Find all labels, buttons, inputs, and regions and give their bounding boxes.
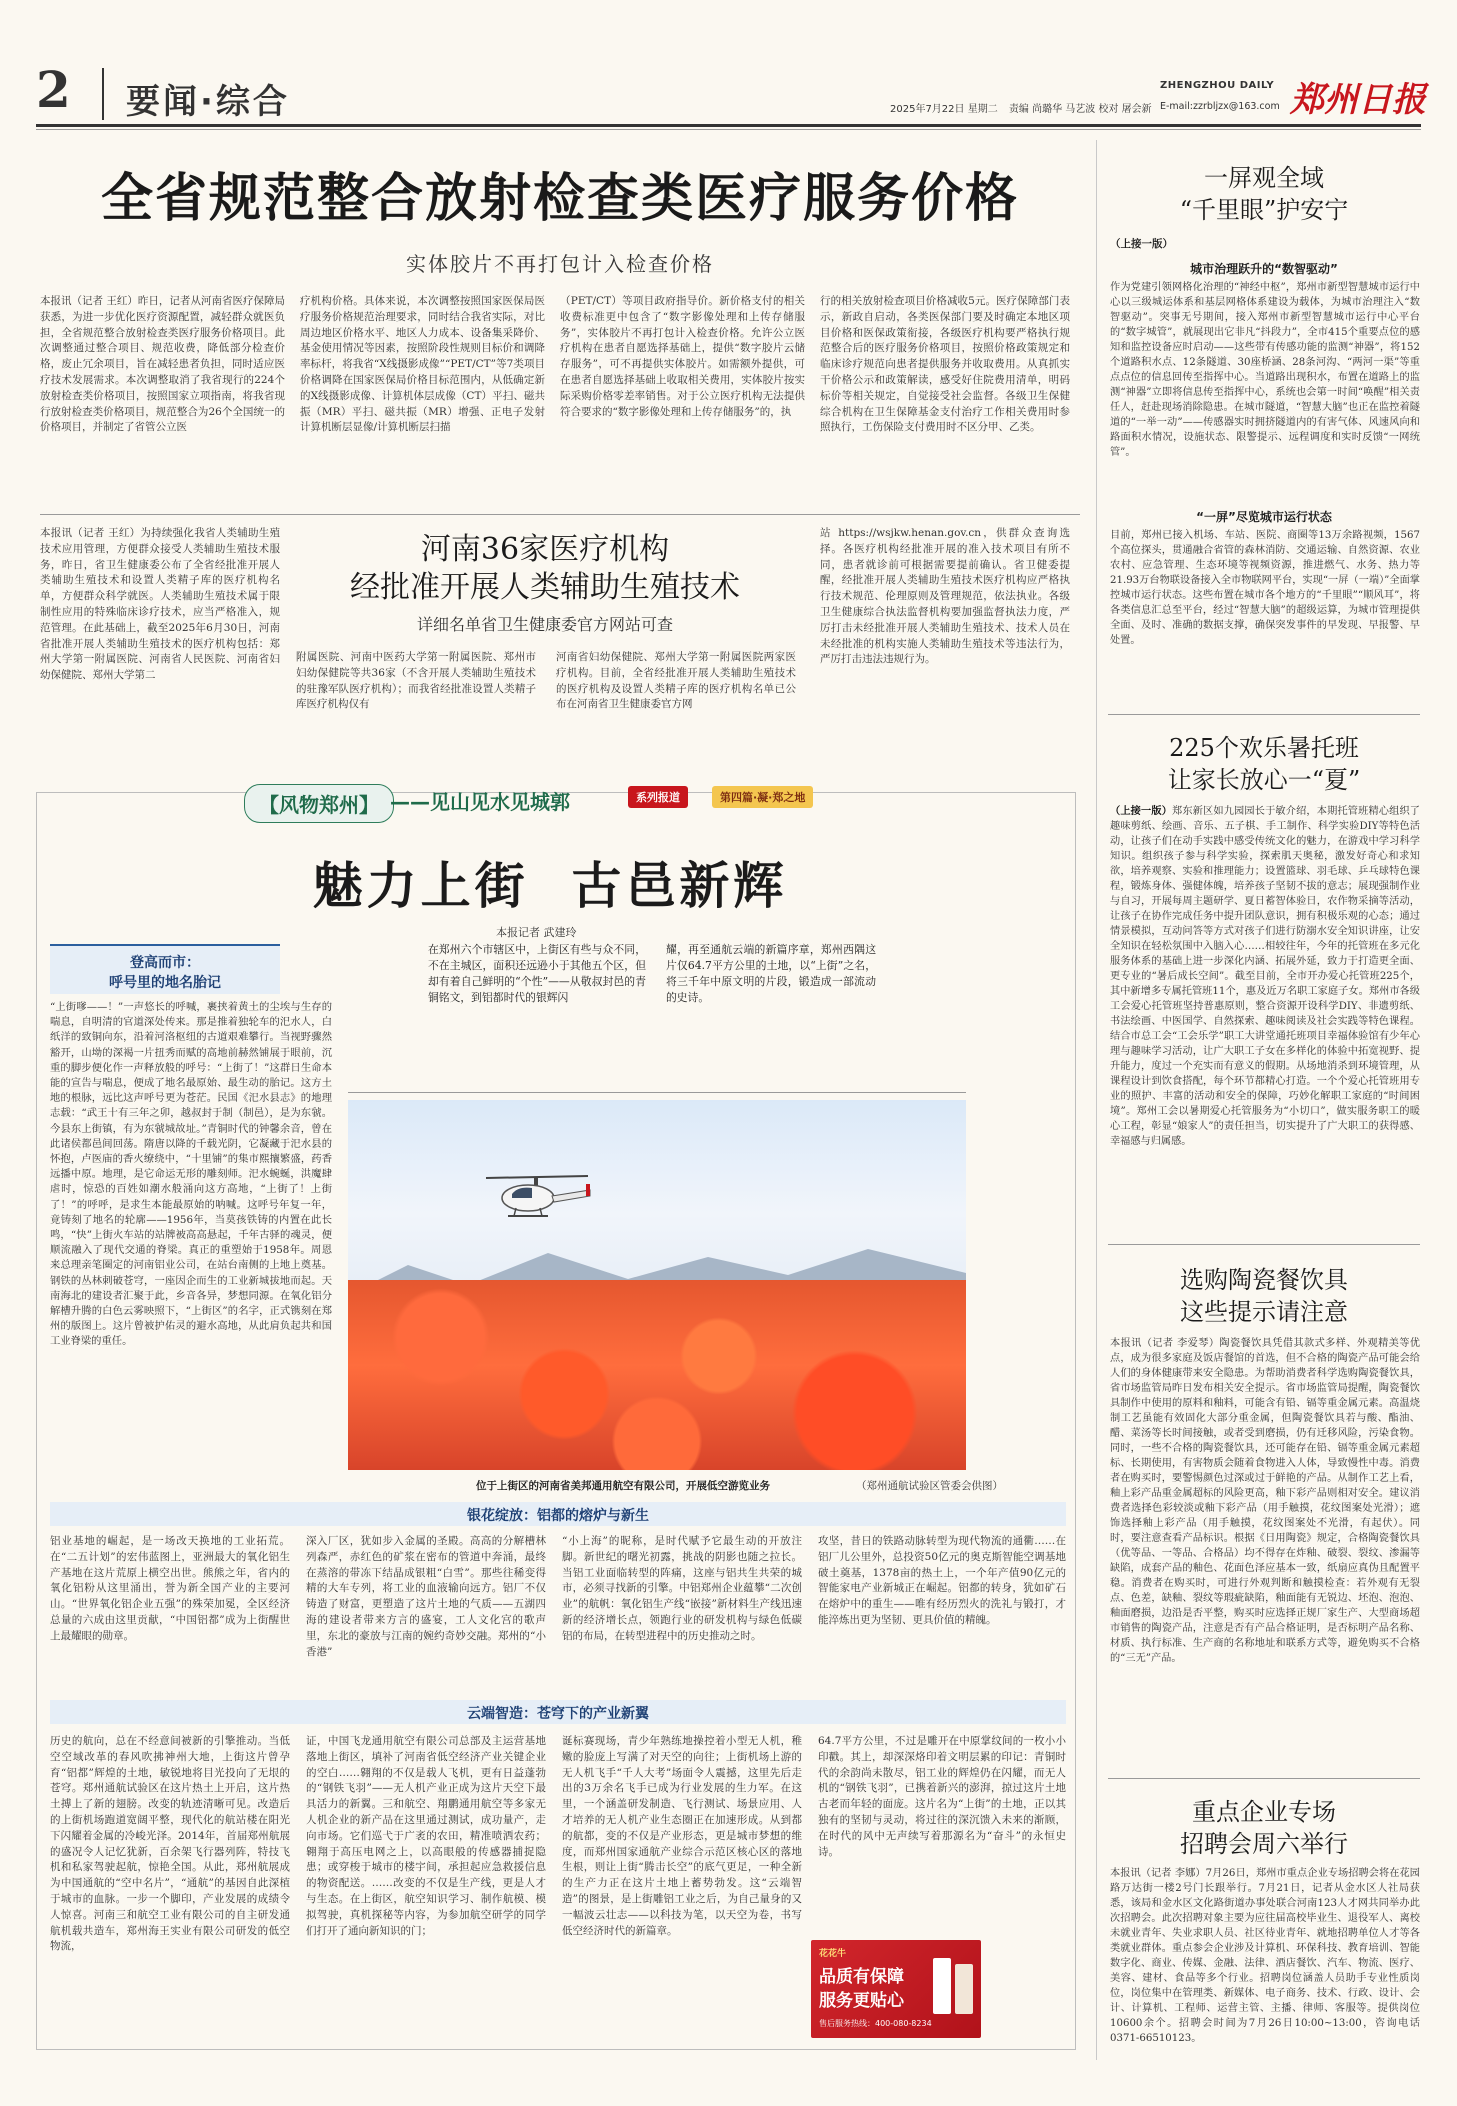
date-line	[890, 100, 1152, 115]
sidebar-s4-title-2: 招聘会周六举行	[1180, 1830, 1348, 1858]
sidebar-s3-title-1: 选购陶瓷餐饮具	[1180, 1266, 1348, 1294]
dairy-advertisement	[811, 1940, 981, 2038]
feature-left-column	[50, 1000, 332, 1470]
milk-carton-icon	[955, 1964, 973, 2014]
helicopter-icon	[478, 1172, 596, 1227]
feature-intro-text-1: 在郑州六个市辖区中，上街区有些与众不同，不在主城区，面积还远逊小于其他五个区，但却有着自己鲜明的“个性”——从敬叔封邑的青铜铭文，到铝都时代的银辉闪	[428, 943, 646, 1004]
sidebar-s2-title-1: 225个欢乐暑托班	[1169, 734, 1359, 762]
issue-date: 2025年7月22日 星期二	[890, 104, 998, 115]
feature-byline: 本报记者 武建玲	[496, 926, 577, 939]
section2-text-3: “小上海”的昵称，是时代赋予它最生动的开放注脚。新世纪的曙光初露，挑战的阴影也随之拉长。当铝工业面临转型的阵痛，这座与铝共生共荣的城市，必须寻找新的引擎。中铝郑州企业蕴攀“二次创业”的航帆：氧化铝生产线“嵌接”新材料生产线迅速新的经济增长点，领跑行业的研发机构与绿色低碳铝的布局，在转型进程中的历史推动之时。	[562, 1535, 802, 1642]
series-dash: ——	[390, 790, 430, 814]
newspaper-logo: 郑州日报	[1290, 80, 1426, 120]
feature-intro-1	[428, 942, 646, 1042]
section3-title: 云端智造：苍穹下的产业新翼	[467, 1706, 649, 1722]
sidebar-label-line2: 呼号里的地名胎记	[109, 975, 221, 991]
section3-column-4	[818, 1734, 1066, 1930]
sidebar-s1-para-1: 作为党建引领网格化治理的“神经中枢”，郑州市新型智慧城市运行中心以三级城运体系和基层网格体系建设为载体，为城市治理注入“数智驱动”。突事无号期间，接入郑州市新型智慧城市运行中心平台的“数字城管”，就展现出它非凡“抖段力”，全市415个重要点位的感知和监控设备应时启动——这些带有传感功能的监测“神器”，将152个道路积水点、12条隧道、30座桥涵、28条河沟、“两河一渠”等重点点位的信息回传至指挥中心。当道路出现积水，布置在道路上的监测“神器”立即将信息传至指挥中心，系统也会第一时间“唤醒”相关责任人，赶赴现场消除隐患。在城市隧道，“智慧大脑”也正在监控着隧道的“一举一动”——传感器实时拥挤隧道内的有害气体、风速风向和路面积水情况，设施状态、限警提示、远程调度和实时反馈“一网统管”。	[1110, 282, 1420, 458]
section2-text-2: 深入厂区，犹如步入金属的圣殿。高高的分解槽林列森严，赤红色的矿浆在密布的管道中奔涌，最终在蒸溶的带冻下结晶成银粗“白雪”。那些往稀变得精的大车专列，将工业的血液输向远方。铝厂不仅铸造了财富，更塑造了这片土地的气质——五湖四海的建设者带来方言的盛宴，工人文化宫的歌声里，东北的豪放与江南的婉约奇妙交融。郑州的“小香港”	[306, 1535, 546, 1658]
feature-photo	[348, 1100, 966, 1470]
story2-mid-column-2	[556, 650, 796, 712]
story2-headline-1: 河南36家医疗机构	[420, 532, 670, 567]
sidebar-s3-title-2: 这些提示请注意	[1180, 1298, 1348, 1326]
sidebar-label-line1: 登高而市：	[130, 955, 200, 971]
masthead-rule-thin	[36, 129, 1421, 130]
ad-line-1: 品质有保障	[819, 1967, 904, 1987]
section3-column-1	[50, 1734, 290, 2044]
sidebar-s4-para: 本报讯（记者 李娜）7月26日，郑州市重点企业专场招聘会将在花园路万达街一楼2号门长跟举行。7月21日，记者从金水区人社局获悉，该局和金水区文化路街道办事处联合河南123人才网共同举办此次招聘会。此次招聘对象主要为应往届高校毕业生、退役军人、离校未就业青年、失业求职人员、社区待业青年、就地招聘单位人才等各类就业群体。重点参会企业涉及计算机、环保科技、教育培训、智能数字化、商业、传媒、金融、法律、酒店餐饮、汽车、物流、医疗、美容、建材、食品等多个行业。招聘岗位涵盖人员助手专业性质岗位，岗位集中在管理类、新媒体、电子商务、技术、行政、设计、会计、计算机、工程师、运营主管、主播、律师、客服等。提供岗位10600余个。招聘会时间为7月26日10:00~13:00，咨询电话0371-66510123。	[1110, 1868, 1420, 2044]
lead-text-1: 本报讯（记者 王红）昨日，记者从河南省医疗保障局获悉，为进一步优化医疗资源配置，减轻群众就医负担，全省规范整合放射检查类医疗服务价格项目。此次调整通过整合项目、规范收费，降低部分检查价格，废止冗余项目，旨在减轻患者负担，同时适应医疗技术发展需求。本次调整取消了我省现行的224个放射检查类价格项目，按照国家立项指南，将我省现行放射检查类价格项目，规范整合为26个全国统一的价格项目，并制定了省管公立医	[40, 295, 285, 434]
story2-headline-2: 经批准开展人类辅助生殖技术	[350, 570, 740, 605]
photo-red-foliage	[348, 1280, 966, 1470]
photo-caption-right: （郑州通航试验区管委会供图）	[856, 1480, 1003, 1492]
feature-series-tag: 【风物郑州】	[244, 784, 394, 823]
page-number: 2	[36, 60, 71, 119]
section2-column-4	[818, 1534, 1066, 1684]
lead-column-4	[820, 294, 1070, 509]
section3-text-3: 诞标赛现场，青少年熟练地操控着小型无人机，稚嫩的脸庞上写满了对天空的向往；上街机场上游的无人机飞手“千人大考”场面令人震撼，这里先后走出的3万余名飞手已成为行业发展的生力军。在这里，一个涵盖研发制造、飞行测试、场景应用、人才培养的无人机产业生态圈正在加速形成。从到都的航都，变的不仅是产业形态，更是城市梦想的维度，而郑州国家通航产业综合示范区核心区的落地生根，则让上街“腾击长空”的底气更足，一种全新的生产力正在这片土地上蓄势勃发。这“云端智造”的图景，是上街雕铝工业之后，为自己量身的又一幅波云壮志——以科技为笔，以天空为卷，书写低空经济时代的新篇章。	[562, 1735, 802, 1937]
story2-left-column	[40, 526, 280, 711]
feature-headline: 魅力上街 古邑新辉	[312, 856, 788, 915]
feature-intro-text-2: 耀，再至通航云端的新篇序章，郑州西隅这片仅64.7平方公里的土地，以“上街”之名，将三千年中原文明的片段，锻造成一部流动的史诗。	[666, 943, 876, 1004]
sidebar-separator	[1096, 140, 1097, 2060]
page-number-divider	[102, 68, 104, 120]
feature-series-title	[390, 786, 570, 815]
story2-text-left: 本报讯（记者 王红）为持续强化我省人类辅助生殖技术应用管理，方便群众接受人类辅助生殖技术服务，昨日，省卫生健康委公布了全省经批准开展人类辅助生殖技术和设置人类精子库的医疗机构名单，方便群众科学就医。人类辅助生殖技术属于限制性应用的特殊临床诊疗技术，应当严格准入，规范管理。在此基础上，截至2025年6月30日，河南省批准开展人类辅助生殖技术的医疗机构包括：郑州大学第一附属医院、河南省人民医院、河南省妇幼保健院、郑州大学第二	[40, 527, 280, 682]
feature-text-left: “上街嗲——！”一声悠长的呼喊，裹挟着黄土的尘埃与生存的喘息，自明清的官道深处传来。那是推着独轮车的汜水人，白纸洋的致铜向东，沿着河洛枢纽的古道艰难攀行。当视野骤然豁开，山坳的深褐一片扭秀而赋的高地前赫然铺展于眼前，沉重的脚步便化作一声释放般的呼号：“上街了！”这群日生命本能的宣告与喘息，便成了地名最原始、最生动的胎记。这方土地的根脉，远比这声呼号更为苍茫。民国《汜水县志》的地理志载：“武王十有三年之卯，越叔封于制（制邑），是为东虢。今县东上街镇，有为东虢城故址。”青铜时代的钟馨余音，曾在此诸侯都邑间回荡。隋唐以降的千载光阴，它凝藏于汜水县的怀抱，卢医庙的香火缭绕中，“十里铺”的集市熙攘繁盛，药香远播中原。地理，是它命运无形的雕刻师。汜水蜿蜒，洪魔肆虐时，惊恐的百姓如潮水般涌向这方高地，“上街了！上街了！”的呼呼，是求生本能最原始的呐喊。这呼号年复一年，竟铸刻了地名的轮廓——1956年，当莫孩铁铸的内置在此长鸣，“快”上街火车站的站牌被高高悬起，千年古驿的魂灵，便顺流融入了现代交通的脊梁。真正的重塑始于1958年。周恩来总理亲笔圈定的河南铝业公司，在站台南侧的上地上奠基。钢铁的丛林刺破苍穹，一座因企而生的工业新城拔地而起。天南海北的建设者汇聚于此，乡音各异，梦想同源。在氧化铝分解槽升腾的白色云雾映照下，“上街区”的名字，正式镌刻在郑州的版图上。这片曾被护佑灵的避水高地，从此肩负起共和国工业脊梁的重任。	[50, 1001, 332, 1348]
lead-text-2: 疗机构价格。具体来说，本次调整按照国家医保局医疗服务价格规范治理要求，同时结合我省实际，对比周边地区价格水平、地区人力成本、设备集采降价、基金使用情况等因素，按照阶段性规则目标价和调降率标杆，将我省“X线摄影成像”“PET/CT”等7类项目价格调降在国家医保局价格目标范围内，从低确定新的X线摄影成像、计算机体层成像（CT）平扫、磁共振（MR）平扫、磁共振（MR）增强、正电子发射计算机断层显像/计算机断层扫描	[300, 295, 545, 434]
sidebar-s1-text-1	[1110, 280, 1420, 504]
section2-title: 银花绽放：铝都的熔炉与新生	[467, 1508, 649, 1524]
masthead-rule	[36, 124, 1421, 127]
sidebar-s3-para: 本报讯（记者 李爱琴）陶瓷餐饮具凭借其款式多样、外观精美等优点，成为很多家庭及饭店餐馆的首选，但不合格的陶瓷产品可能会给人们的身体健康带来安全隐患。为帮助消费者科学选购陶瓷餐饮具，省市场监管局昨日发布相关安全提示。省市场监管局提醒，陶瓷餐饮具制作中使用的原料和釉料，可能含有铅、镉等重金属元素。高温烧制工艺虽能有效固化大部分重金属，但陶瓷餐饮具若与酸、酯油、醋、菜汤等长时间接触，或者受到磨损，仍有迁移风险，污染食物。同时，一些不合格的陶瓷餐饮具，还可能存在铅、镉等重金属元素超标、长期使用，有害物质会随着食物进入人体，导致慢性中毒。消费者在购买时，要警惕颜色过深或过于鲜艳的产品。从制作工艺上看，釉上彩产品重金属超标的风险更高，釉下彩产品则相对安全。建议消费者选择色彩较淡或釉下彩产品（用手触摸，花纹图案处光滑）；遮饰选择釉上彩产品（用手触摸，花纹图案处不光滑，有起伏）。同时，要注意查看产品标识。根据《日用陶瓷》规定，合格陶瓷餐饮具（优等品、一等品、合格品）均不得存在炸釉、破裂、裂纹、渗漏等缺陷，成套产品的釉色、花面色泽应基本一致，纸扇应真伪且配置平稳。消费者在购买时，可进行外观判断和触摸检查：若外观有无裂点、色差，缺釉、裂纹等瑕疵缺陷，釉面能有无锐边、坯泡、泡泡、釉面磨损，边沿是否平整，购买时应选择正规厂家生产、大型商场超市销售的陶瓷产品，注意是否有产品合格证明，是否标明产品名称、材质、执行标准、生产商的名称地址和联系方式等，避免购买不合格的“三无”产品。	[1110, 1338, 1420, 1664]
story2-right-column	[820, 526, 1070, 711]
feature-series-part: 第四篇·凝·郑之地	[712, 786, 813, 808]
sidebar-s1-title-2: “千里眼”护安宁	[1179, 196, 1349, 224]
section3-text-2: 证，中国飞龙通用航空有限公司总部及主运营基地落地上街区，填补了河南省低空经济产业关键企业的空白……翱翔的不仅是载人飞机，更有日益蓬勃的“钢铁飞羽”——无人机产业正成为这片天空下最具活力的新翼。三和航空、翔鹏通用航空等多家无人机企业的新产品在这里通过测试，成功量产，走向市场。它们巡弋于广袤的农田，精准喷洒农药；翱翔于高压电网之上，以高眼般的传感器捕捉隐患；或穿梭于城市的楼宇间，承担起应急救援信息的物资配送。……改变的不仅是生产线，更是人才与生态。在上街区，航空知识学习、制作航模、模拟驾驶，真机探秘等内容，为参加航空研学的同学们打开了通向新知识的门；	[306, 1735, 546, 1937]
sidebar-s4-text	[1110, 1866, 1420, 2050]
sidebar-s2-continued: （上接一版）	[1110, 805, 1173, 817]
section3-text-1: 历史的航向，总在不经意间被新的引擎推动。当低空空域改革的春风吹拂神州大地，上街这片曾孕育“铝都”辉煌的土地，敏锐地将目光投向了无垠的苍穹。郑州通航试验区在这片热土上开启，这片热土搏上了新的翅膀。改变的轨迹清晰可见。改造后的上街机场跑道宽阔平整，现代化的航站楼在阳光下闪耀着金属的冷峻光泽。2014年，首届郑州航展的盛况令人记忆犹新，百余架飞行器列阵，特技飞机和私家驾驶起航，惊艳全国。从此，郑州航展成为中国通航的“空中名片”，“通航”的基因自此深植于城市的血脉。一步一个脚印，产业发展的成绩令人惊喜。河南三和航空工业有限公司的自主研发通航机载共造车，郑州海王实业有限公司研发的低空物流，	[50, 1735, 290, 1953]
sidebar-s1-para-2: 目前，郑州已接入机场、车站、医院、商圈等13万余路视频，1567个高位探头，贯通融合省管的森林消防、交通运输、自然资源、农业农村、应急管理、生态环境等视频资源，推进燃气、水务、热力等21.93万台物联设备接入全市物联网平台，实现“一屏（一端）”全面掌控城市运行状态。这些布置在城市各个地方的“千里眼”“顺风耳”，将各类信息汇总至平台，经过“智慧大脑”的超级运算，为城市管理提供全面、及时、准确的数据支撑，确保突发事件的早发现、早报警、早处置。	[1110, 530, 1420, 646]
lead-column-2	[300, 294, 545, 509]
story2-text-mid-2: 河南省妇幼保健院、郑州大学第一附属医院两家医疗机构。目前，全省经批准开展人类辅助生殖技术的医疗机构及设置人类精子库的医疗机构名单已公布在河南省卫生健康委官方网	[556, 651, 796, 711]
sidebar-s1-continued: （上接一版）	[1110, 238, 1173, 250]
story2-subhead: 详细名单省卫生健康委官方网站可查	[416, 615, 673, 634]
section3-text-4: 64.7平方公里，不过是雕开在中原掌纹间的一枚小小印戳。其上，却深深烙印着文明层累的印记：青铜时代的余韵尚未散尽，铝工业的辉煌仍在闪耀，而无人机的“钢铁飞羽”，已携着新兴的澎湃，掠过这片土地古老而年轻的面庞。这片名为“上街”的土地，正以其独有的坚韧与灵动，将过往的深沉馈入未来的渐顾，在时代的风中无声续写着那源名为“奋斗”的永恒史诗。	[818, 1735, 1066, 1858]
lead-column-1	[40, 294, 285, 509]
story2-text-mid-1: 附属医院、河南中医药大学第一附属医院、郑州市妇幼保健院等共36家（不含开展人类辅助生殖技术的驻豫军队医疗机构）；而我省经批准设置人类精子库医疗机构仅有	[296, 651, 536, 711]
sidebar-rule-1	[1108, 714, 1420, 715]
lead-text-3: （PET/CT）等项目政府指导价。新价格支付的相关收费标准更中包含了“数字影像处理和上传存储服务”，实体胶片不再打包计入检查价格。允许公立医疗机构在患者自愿选择基础上，提供“数字胶片云储存服务”，可不再提供实体胶片。如需额外提供，可在患者自愿选择基础上收取相关费用，实体胶片按实际采购价格零差率销售。对于公立医疗机构无法提供符合要求的“数字影像处理和上传存储服务”的，执	[560, 295, 805, 418]
section2-column-2	[306, 1534, 546, 1684]
sidebar-rule-3	[1108, 1778, 1420, 1779]
section2-text-4: 攻坚，昔日的铁路动脉转型为现代物流的通衢……在铝厂儿公里外，总投资50亿元的奥克斯智能空调基地破土奠基，1378亩的热土上，一个年产值90亿元的智能家电产业新城正在崛起。铝都的转身，犹如矿石在熔炉中的重生——唯有经历烈火的洗礼与锻打，才能淬炼出更为坚韧、更具价值的精魄。	[818, 1535, 1066, 1626]
paper-english-name: ZHENGZHOU DAILY	[1160, 80, 1275, 91]
sidebar-rule-2	[1108, 1244, 1420, 1245]
story2-mid-column-1	[296, 650, 536, 712]
section2-text-1: 铝业基地的崛起，是一场改天换地的工业拓荒。在“二五计划”的宏伟蓝图上，亚洲最大的氧化铝生产基地在这片荒原上横空出世。熊熊之年，省内的氧化铝粉从这里涌出，誉为新全国产业的主要河山。“世界氧化铝企业五强”的殊荣加冕，全区经济总量的六成由这里贡献，“中国铝都”成为上街醒世上最耀眼的勋章。	[50, 1535, 290, 1642]
sidebar-s4-title-1: 重点企业专场	[1192, 1798, 1336, 1826]
sidebar-s1-heading-2: “一屏”尽览城市运行状态	[1196, 510, 1332, 524]
sidebar-s2-title-2: 让家长放心一“夏”	[1167, 766, 1361, 794]
feature-sidebar-label	[50, 944, 280, 994]
lead-bottom-rule	[40, 514, 1080, 515]
lead-text-4: 行的相关放射检查项目价格减收5元。医疗保障部门表示，新政自启动，各类医保部门要及时确定本地区项目价格和医保政策衔接，各级医疗机构要严格执行规范整合后的医疗服务价格项目，按照价格政策规定和临床诊疗规范向患者提供服务并收取费用。从真抓实干价格公示和政策解读，感受好住院费用清单，明码标价等相关规定，自觉接受社会监督。各级卫生保健综合机构在卫生保障基金支付治疗工作相关费用时参照执行，工伤保险支付费用时不区分甲、乙类。	[820, 295, 1070, 434]
sidebar-s3-text	[1110, 1336, 1420, 1772]
feature-series-badge: 系列报道	[628, 786, 688, 808]
story2-text-right: 站 https://wsjkw.henan.gov.cn，供群众查询选择。各医疗机构经批准开展的准入技术项目有所不同，患者就诊前可根据需要提前确认。省卫健委提醒，经批准开展人类辅助生殖技术医疗机构应严格执行技术规范、伦理原则及管理规范，依法执业。各级卫生健康综合执法监督机构要加强监督执法力度，严厉打击未经批准开展人类辅助生殖技术、技术人员在未经批准的机构实施人类辅助生殖技术等违法行为，严厉打击违法违规行为。	[820, 527, 1070, 666]
intro-rule	[348, 1092, 966, 1093]
email-address: E-mail:zzrbljzx@163.com	[1160, 101, 1280, 112]
sidebar-s2-body: 郑东新区如九园园长于敏介绍，本期托管班精心组织了趣味剪纸、绘画、音乐、五子棋、手工制作、科学实验DIY等特色活动，让孩子们在动手实践中感受传统文化的魅力，在游戏中学习科学知识。组织孩子参与科学实验，探索肌天奥秘，激发好奇心和求知欲，培养观察、实验和推理能力；设置篮球、羽毛球、乒乓球特色课程，锻炼身体、强健体魄，培养孩子坚韧不拔的意志；展现强制作业与自习，开展每周主题研学、夏日蓄智体验日，农作物采摘等活动，让孩子在协作完成任务中提升团队意识，拥有积极乐观的心态；通过情景模拟，互动问答等方式对孩子们进行防溺水安全知识讲座，让安全知识在轻松氛围中入脑入心……相较往年，今年的托管班在多元化服务体系的基础上进一步深化内涵、拓展外延，致力于打造更全面、更专业的“暑后成长空间”。截至目前，全市开办爱心托管班225个，其中新增多专属托管班11个，惠及近万名职工家庭子女。郑州市各级工会爱心托管班坚持普惠原则，整合资源开设科学DIY、非遗剪纸、书法绘画、中医国学、自然探索、趣味阅读及社会实践等特色课程。结合市总工会“工会乐学”职工大讲堂通托班项目幸福体验馆有少年心理与趣味学习活动，让广大职工子女在多样化的体验中拓宽视野、提升能力，度过一个充实而有意义的假期。从场地消杀到环境管理，从课程设计到饮食搭配，每个环节都精心打造。一个个爱心托管班用专业的照护、丰富的活动和安全的保障，巧妙化解职工家庭的“时间困境”。郑州工会以暑期爱心托管服务为“小切口”，做实服务职工的暖心工程，彰显“娘家人”的责任担当，切实提升了广大职工的获得感、幸福感与归属感。	[1110, 806, 1420, 1147]
section3-column-3	[562, 1734, 802, 2044]
ad-line-2: 服务更贴心	[819, 1991, 904, 2011]
ad-brand: 花花牛	[819, 1949, 847, 1959]
section3-column-2	[306, 1734, 546, 2044]
section2-column-3	[562, 1534, 802, 1684]
milk-carton-icon	[933, 1958, 951, 2014]
ad-phone: 售后服务热线：400-080-8234	[819, 2019, 932, 2028]
lead-column-3	[560, 294, 805, 509]
section-name: 要闻·综合	[126, 82, 290, 122]
feature-intro-2	[666, 942, 876, 1042]
editor-line: 责编 尚璐华 马艺波 校对 屠会新	[1008, 104, 1152, 115]
lead-headline: 全省规范整合放射检查类医疗服务价格	[100, 168, 1019, 229]
sidebar-s1-title-1: 一屏观全域	[1204, 164, 1324, 192]
lead-subhead: 实体胶片不再打包计入检查价格	[406, 252, 714, 276]
sidebar-s2-text	[1110, 804, 1420, 1234]
section2-column-1	[50, 1534, 290, 1684]
series-title-text: 见山见水见城郭	[430, 790, 570, 814]
sidebar-s1-heading-1: 城市治理跃升的“数智驱动”	[1190, 262, 1338, 276]
sidebar-s1-text-2	[1110, 528, 1420, 708]
sidebar-s2-para	[1110, 804, 1420, 1149]
photo-caption-left: 位于上街区的河南省美邦通用航空有限公司，开展低空游览业务	[476, 1480, 770, 1492]
